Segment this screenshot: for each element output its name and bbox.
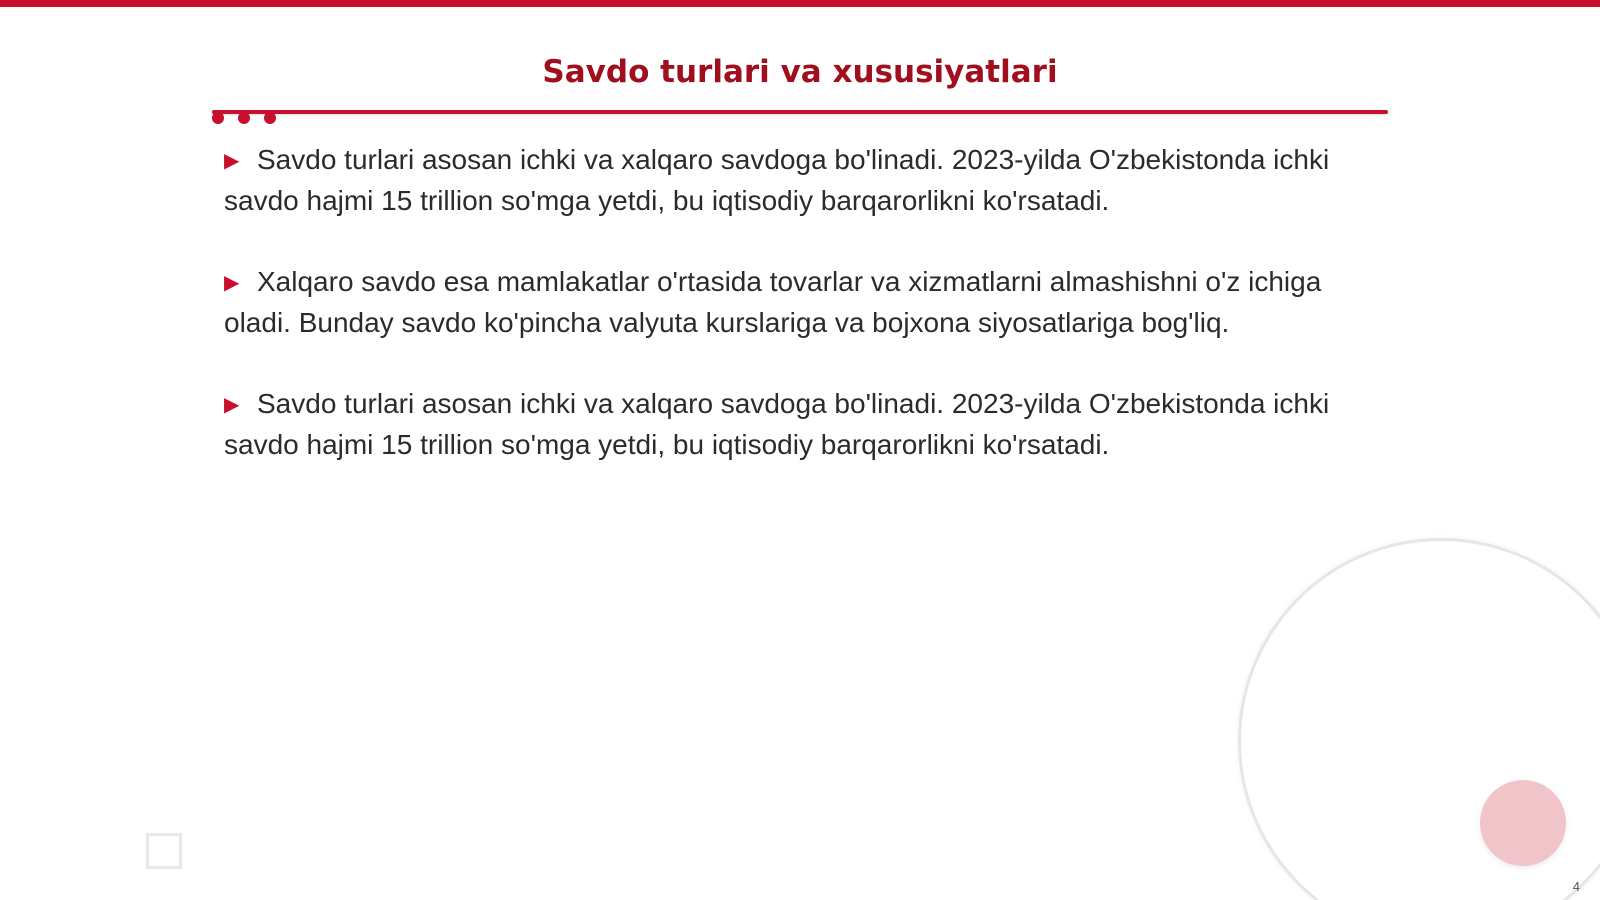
- bullet-item: [224, 384, 1364, 465]
- bullet-list: [224, 140, 1364, 506]
- bullet-text: Savdo turlari asosan ichki va xalqaro savdoga bo'linadi. 2023-yilda O'zbekistonda ichki savdo hajmi 15 trillion so'mga yetdi, bu iqtisodiy barqarorlikni ko'rsatadi.: [224, 144, 1330, 216]
- slide-title: Savdo turlari va xususiyatlari: [542, 54, 1058, 90]
- page-number: 4: [1572, 879, 1580, 894]
- bullet-item: [224, 140, 1364, 221]
- decor-dot: [212, 112, 224, 124]
- decor-square-outline: [146, 833, 182, 869]
- decor-circle-pink: [1480, 780, 1566, 866]
- bullet-text: Xalqaro savdo esa mamlakatlar o'rtasida tovarlar va xizmatlarni almashishni o'z ichiga oladi. Bunday savdo ko'pincha valyuta kurslariga va bojxona siyosatlariga bog'liq.: [224, 266, 1322, 338]
- bullet-item: [224, 262, 1364, 343]
- title-underline: [212, 110, 1388, 114]
- decor-dot: [264, 112, 276, 124]
- bullet-arrow-icon: ▶: [224, 394, 240, 416]
- top-accent-bar: [0, 0, 1600, 7]
- bullet-arrow-icon: ▶: [224, 272, 240, 294]
- bullet-arrow-icon: ▶: [224, 150, 240, 172]
- bullet-text: Savdo turlari asosan ichki va xalqaro savdoga bo'linadi. 2023-yilda O'zbekistonda ichki savdo hajmi 15 trillion so'mga yetdi, bu iqtisodiy barqarorlikni ko'rsatadi.: [224, 388, 1330, 460]
- decor-dot: [238, 112, 250, 124]
